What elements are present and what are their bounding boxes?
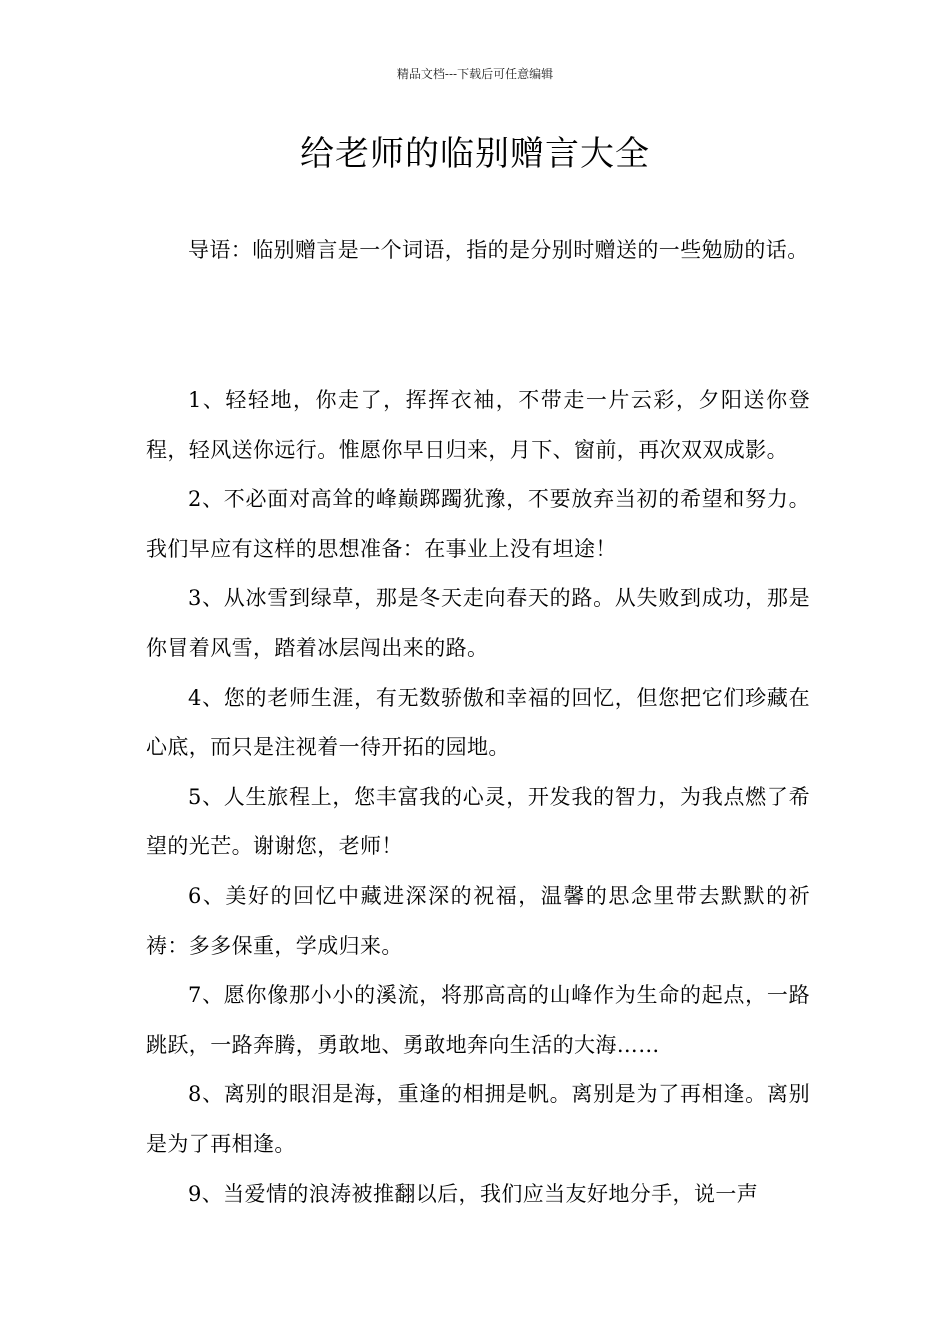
farewell-message-item: 5、人生旅程上，您丰富我的心灵，开发我的智力，为我点燃了希望的光芒。谢谢您，老师！ bbox=[146, 784, 810, 859]
farewell-message-item: 1、轻轻地，你走了，挥挥衣袖，不带走一片云彩，夕阳送你登程，轻风送你远行。惟愿你早日归来，月下、窗前，再次双双成影。 bbox=[146, 388, 810, 462]
farewell-message-item: 7、愿你像那小小的溪流，将那高高的山峰作为生命的起点，一路跳跃，一路奔腾，勇敢地、勇敢地奔向生活的大海…… bbox=[146, 983, 810, 1057]
farewell-message-item: 3、从冰雪到绿草，那是冬天走向春天的路。从失败到成功，那是你冒着风雪，踏着冰层闯出来的路。 bbox=[146, 586, 810, 660]
farewell-message-list bbox=[146, 376, 810, 1219]
document-title: 给老师的临别赠言大全 bbox=[300, 134, 650, 174]
farewell-message-item: 8、离别的眼泪是海，重逢的相拥是帆。离别是为了再相逢。离别是为了再相逢。 bbox=[146, 1082, 810, 1156]
header-note: 精品文档---下载后可任意编辑 bbox=[396, 67, 554, 81]
farewell-message-item: 6、美好的回忆中藏进深深的祝福，温馨的思念里带去默默的祈祷：多多保重，学成归来。 bbox=[146, 883, 810, 958]
farewell-message-item: 2、不必面对高耸的峰巅踯躅犹豫，不要放弃当初的希望和努力。我们早应有这样的思想准备：在事业上没有坦途！ bbox=[146, 487, 810, 561]
intro-paragraph: 导语：临别赠言是一个词语，指的是分别时赠送的一些勉励的话。 bbox=[188, 238, 809, 262]
farewell-message-item: 9、当爱情的浪涛被推翻以后，我们应当友好地分手，说一声 bbox=[188, 1181, 759, 1206]
farewell-message-item: 4、您的老师生涯，有无数骄傲和幸福的回忆，但您把它们珍藏在心底，而只是注视着一待开拓的园地。 bbox=[146, 685, 810, 760]
